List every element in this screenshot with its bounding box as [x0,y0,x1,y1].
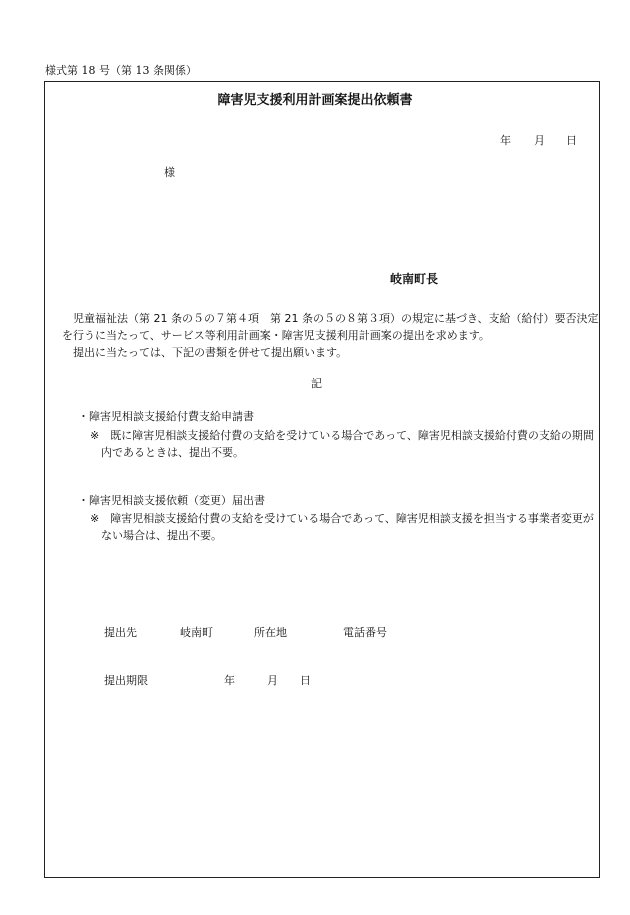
required-document-title: ・障害児相談支援給付費支給申請書 [78,410,254,423]
submission-address-label: 所在地 [254,626,287,639]
form-number: 様式第 18 号（第 13 条関係） [45,64,197,77]
deadline-day-label: 日 [300,674,311,687]
date-year-label: 年 [500,134,511,147]
submission-label: 提出先 [104,626,137,639]
deadline-label: 提出期限 [104,674,148,687]
date-day-label: 日 [566,134,577,147]
required-document-title: ・障害児相談支援依頼（変更）届出書 [78,494,265,507]
required-document-note: 内であるときは、提出不要。 [101,446,244,459]
required-document-note: ない場合は、提出不要。 [101,529,222,542]
sender-name: 岐南町長 [390,272,439,286]
body-line: 児童福祉法（第 21 条の５の７第４項 第 21 条の５の８第３項）の規定に基づき、支給（給付）要否決定 [62,312,599,325]
ki-heading: 記 [311,377,322,390]
submission-place: 岐南町 [180,626,213,639]
document-frame [44,81,600,878]
required-document-note: ※ 障害児相談支援給付費の支給を受けている場合であって、障害児相談支援を担当する事業者変更が [90,512,594,525]
body-line: 提出に当たっては、下記の書類を併せて提出願います。 [62,346,348,359]
body-line: を行うに当たって、サービス等利用計画案・障害児支援利用計画案の提出を求めます。 [62,329,490,342]
required-document-note: ※ 既に障害児相談支援給付費の支給を受けている場合であって、障害児相談支援給付費の支給の期間 [90,429,594,442]
submission-phone-label: 電話番号 [343,626,387,639]
document-title: 障害児支援利用計画案提出依頼書 [217,93,413,108]
date-month-label: 月 [534,134,545,147]
deadline-year-label: 年 [224,674,235,687]
addressee-suffix: 様 [164,166,175,179]
deadline-month-label: 月 [267,674,278,687]
